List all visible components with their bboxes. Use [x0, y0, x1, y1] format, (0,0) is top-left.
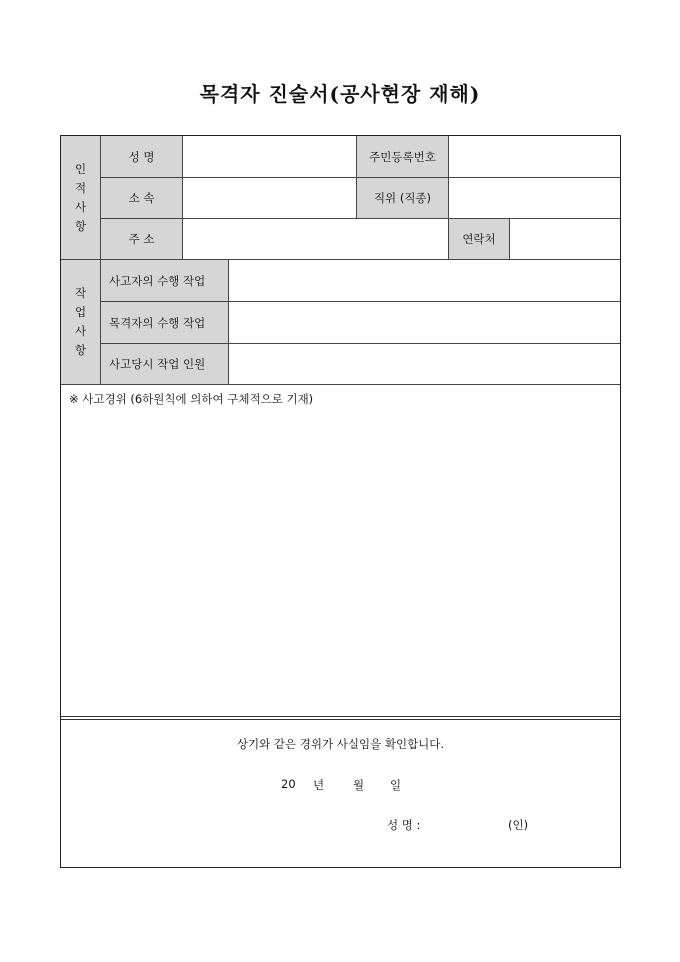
- id-number-label: 주민등록번호: [357, 136, 449, 178]
- contact-field[interactable]: [510, 219, 620, 260]
- date-year-label: 년: [313, 778, 325, 792]
- date-year-prefix: 20: [281, 777, 296, 791]
- personal-section-char: 사: [74, 199, 87, 214]
- double-divider: [61, 716, 620, 720]
- personal-section-char: 적: [74, 180, 87, 195]
- accident-description-field[interactable]: [61, 385, 620, 716]
- name-field[interactable]: [183, 136, 357, 178]
- contact-label: 연락처: [449, 219, 510, 260]
- statement-form: [60, 135, 621, 868]
- address-label: 주 소: [101, 219, 183, 260]
- personal-section-label: [61, 136, 101, 260]
- address-field[interactable]: [183, 219, 449, 260]
- witness-task-field[interactable]: [229, 302, 620, 344]
- work-section-char: 항: [74, 343, 87, 357]
- document-title: 목격자 진술서(공사현장 재해): [199, 82, 481, 106]
- confirmation-statement: 상기와 같은 경위가 사실임을 확인합니다.: [236, 737, 445, 751]
- witness-task-label: 목격자의 수행 작업: [101, 302, 229, 344]
- id-number-field[interactable]: [449, 136, 620, 178]
- personal-section-char: 인: [74, 161, 87, 176]
- date-month-label: 월: [353, 778, 365, 792]
- signature-field[interactable]: [436, 812, 506, 834]
- sign-label: 성 명 :: [387, 818, 421, 832]
- seal-label: (인): [508, 818, 529, 832]
- personal-section-char: 항: [74, 218, 87, 233]
- victim-task-label: 사고자의 수행 작업: [101, 260, 229, 302]
- position-label: 직위 (직종): [357, 178, 449, 219]
- work-section-char: 작: [74, 286, 87, 300]
- work-section-char: 업: [74, 305, 87, 319]
- work-section-char: 사: [74, 324, 87, 338]
- workers-count-label: 사고당시 작업 인원: [101, 344, 229, 385]
- accident-description-note: ※ 사고경위 (6하원칙에 의하여 구체적으로 기재): [69, 392, 314, 406]
- work-section-label: [61, 260, 101, 385]
- affiliation-label: 소 속: [101, 178, 183, 219]
- name-label: 성 명: [101, 136, 183, 178]
- position-field[interactable]: [449, 178, 620, 219]
- date-day-label: 일: [390, 778, 402, 792]
- affiliation-field[interactable]: [183, 178, 357, 219]
- workers-count-field[interactable]: [229, 344, 620, 385]
- victim-task-field[interactable]: [229, 260, 620, 302]
